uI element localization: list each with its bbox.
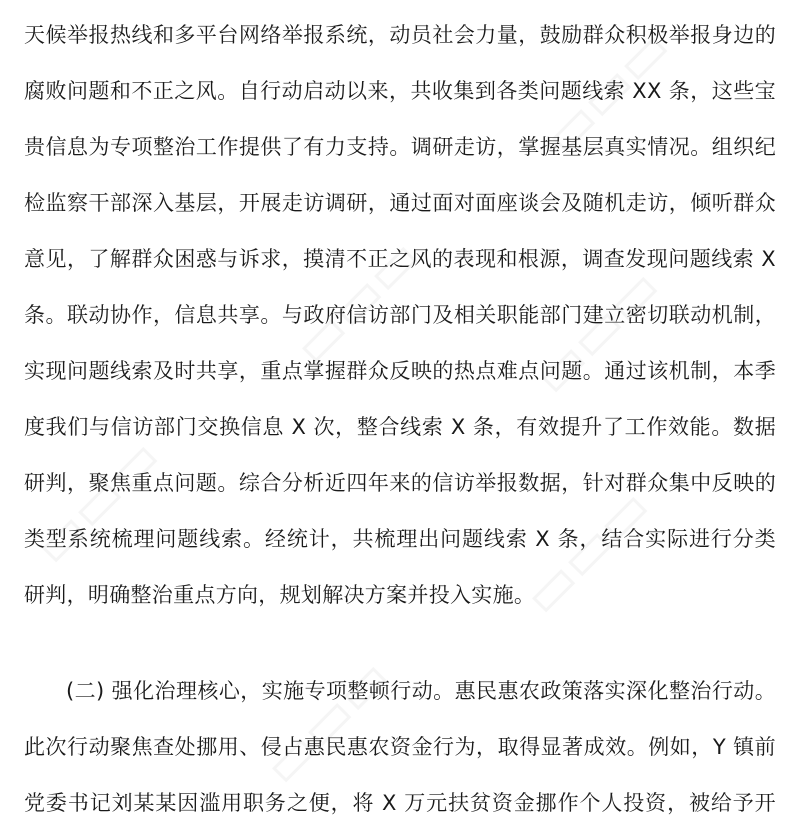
- body-text-line: 此次行动聚焦查处挪用、侵占惠民惠农资金行为，取得显著成效。例如，Y 镇前: [24, 735, 776, 759]
- watermark-mark: ▭▭▭: [530, 15, 683, 168]
- body-text-line: 研判，明确整治重点方向，规划解决方案并投入实施。: [24, 583, 536, 607]
- body-text-line: 类型系统梳理问题线索。经统计，共梳理出问题线索 X 条，结合实际进行分类: [24, 527, 776, 551]
- watermark-mark: ▭▭▭: [520, 255, 673, 408]
- watermark-mark: ▭▭▭: [20, 425, 173, 578]
- body-text-line: 腐败问题和不正之风。自行动启动以来，共收集到各类问题线索 XX 条，这些宝: [24, 79, 776, 103]
- body-text-line: 贵信息为专项整治工作提供了有力支持。调研走访，掌握基层真实情况。组织纪: [24, 135, 776, 159]
- body-text-line: 党委书记刘某某因滥用职务之便，将 X 万元扶贫资金挪作个人投资，被给予开: [24, 791, 776, 815]
- watermark-mark: ▭▭▭: [510, 475, 663, 628]
- body-text-line: 研判，聚焦重点问题。综合分析近四年来的信访举报数据，针对群众集中反映的: [24, 471, 776, 495]
- body-text-line: 检监察干部深入基层，开展走访调研，通过面对面座谈会及随机走访，倾听群众: [24, 191, 776, 215]
- body-text-line: 天候举报热线和多平台网络举报系统，动员社会力量，鼓励群众积极举报身边的: [24, 23, 776, 47]
- body-text-line: 度我们与信访部门交换信息 X 次，整合线索 X 条，有效提升了工作效能。数据: [24, 415, 776, 439]
- body-text-line: 条。联动协作，信息共享。与政府信访部门及相关职能部门建立密切联动机制，: [24, 303, 776, 327]
- watermark-mark: ▭▭▭: [250, 645, 403, 798]
- watermark-mark: ▭▭▭: [280, 225, 433, 378]
- section-heading-line: (二) 强化治理核心，实施专项整顿行动。惠民惠农政策落实深化整治行动。: [66, 679, 776, 703]
- body-text-line: 意见，了解群众困惑与诉求，摸清不正之风的表现和根源，调查发现问题线索 X: [24, 247, 776, 271]
- body-text-line: 实现问题线索及时共享，重点掌握群众反映的热点难点问题。通过该机制，本季: [24, 359, 776, 383]
